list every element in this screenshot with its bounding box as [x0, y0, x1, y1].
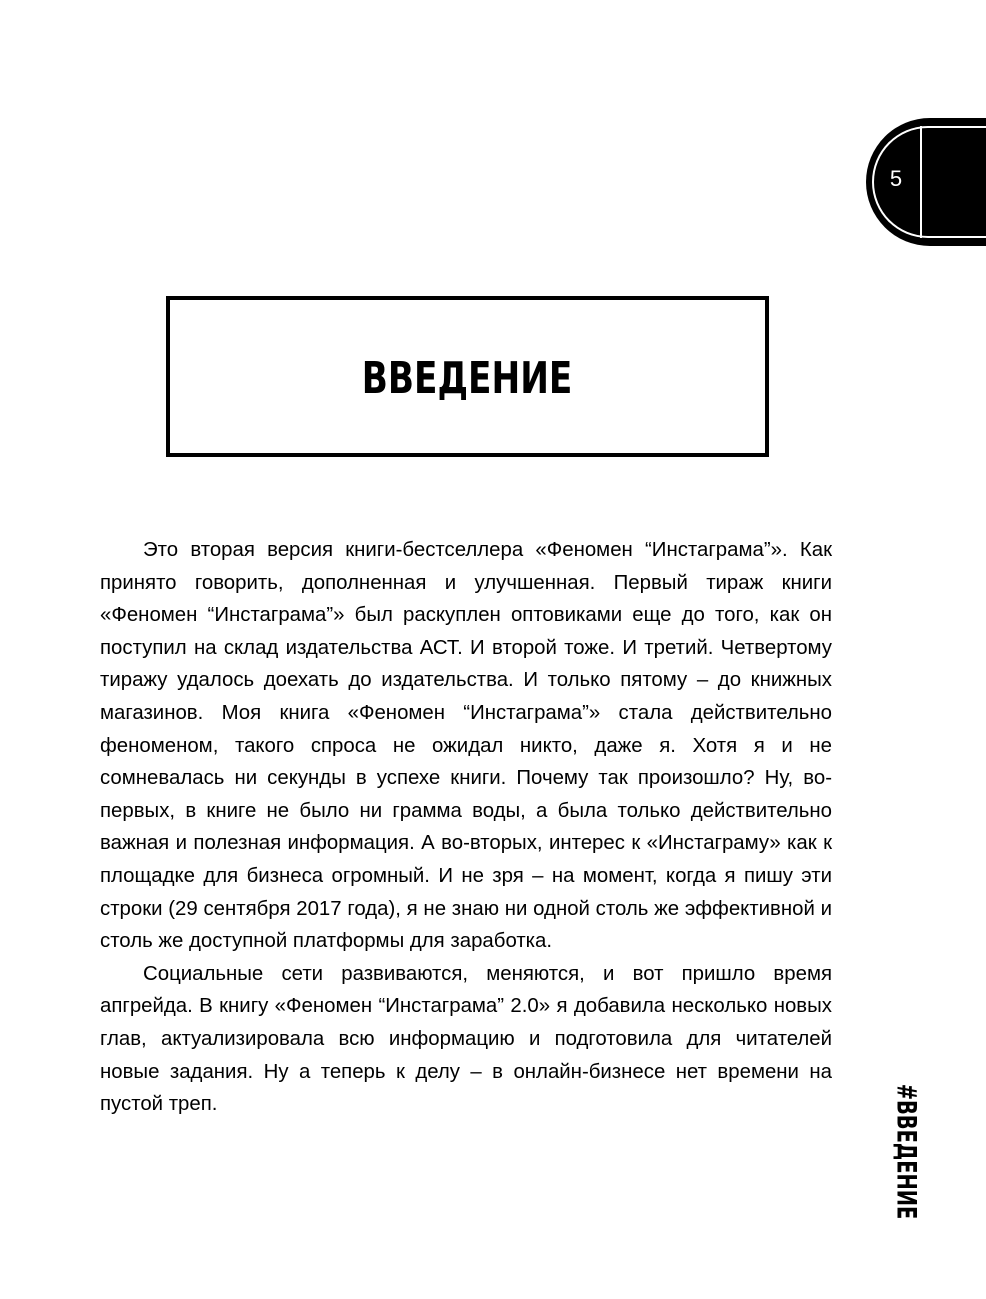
- paragraph-1: Это вторая версия книги-бестселлера «Феномен “Инстаграма”». Как принято говорить, дополненная и улучшенная. Первый тираж книги «Феномен “Инстаграма”» был раскуплен оптовиками еще до того, как он поступил на склад издательства АСТ. И второй тоже. И третий. Четвертому тиражу удалось доехать до издательства. И только пятому – до книжных магазинов. Моя книга «Феномен “Инстаграма”» стала действительно феноменом, такого спроса не ожидал никто, даже я. Хотя я и не сомневалась ни секунды в успехе книги. Почему так произошло? Ну, во-первых, в книге не было ни грамма воды, а была только действительно важная и полезная информация. А во-вторых, интерес к «Инстаграму» как к площадке для бизнеса огромный. И не зря – на момент, когда я пишу эти строки (29 сентября 2017 года), я не знаю ни одной столь же эффективной и столь же доступной платформы для заработка.: [100, 539, 832, 953]
- chapter-title: ВВЕДЕНИЕ: [362, 352, 573, 404]
- side-section-label-text: #ВВЕДЕНИЕ: [890, 1083, 922, 1219]
- body-text: [100, 534, 832, 1121]
- page-number-tab-divider: [920, 126, 922, 238]
- chapter-title-box: [166, 296, 769, 457]
- paragraph-2: Социальные сети развиваются, меняются, и вот пришло время апгрейда. В книгу «Феномен “Инстаграма” 2.0» я добавила несколько новых глав, актуализировала всю информацию и подготовила для читателей новые задания. Ну а теперь к делу – в онлайн-бизнесе нет времени на пустой треп.: [100, 962, 832, 1116]
- page-number: 5: [889, 166, 903, 191]
- side-section-label: [886, 1083, 926, 1219]
